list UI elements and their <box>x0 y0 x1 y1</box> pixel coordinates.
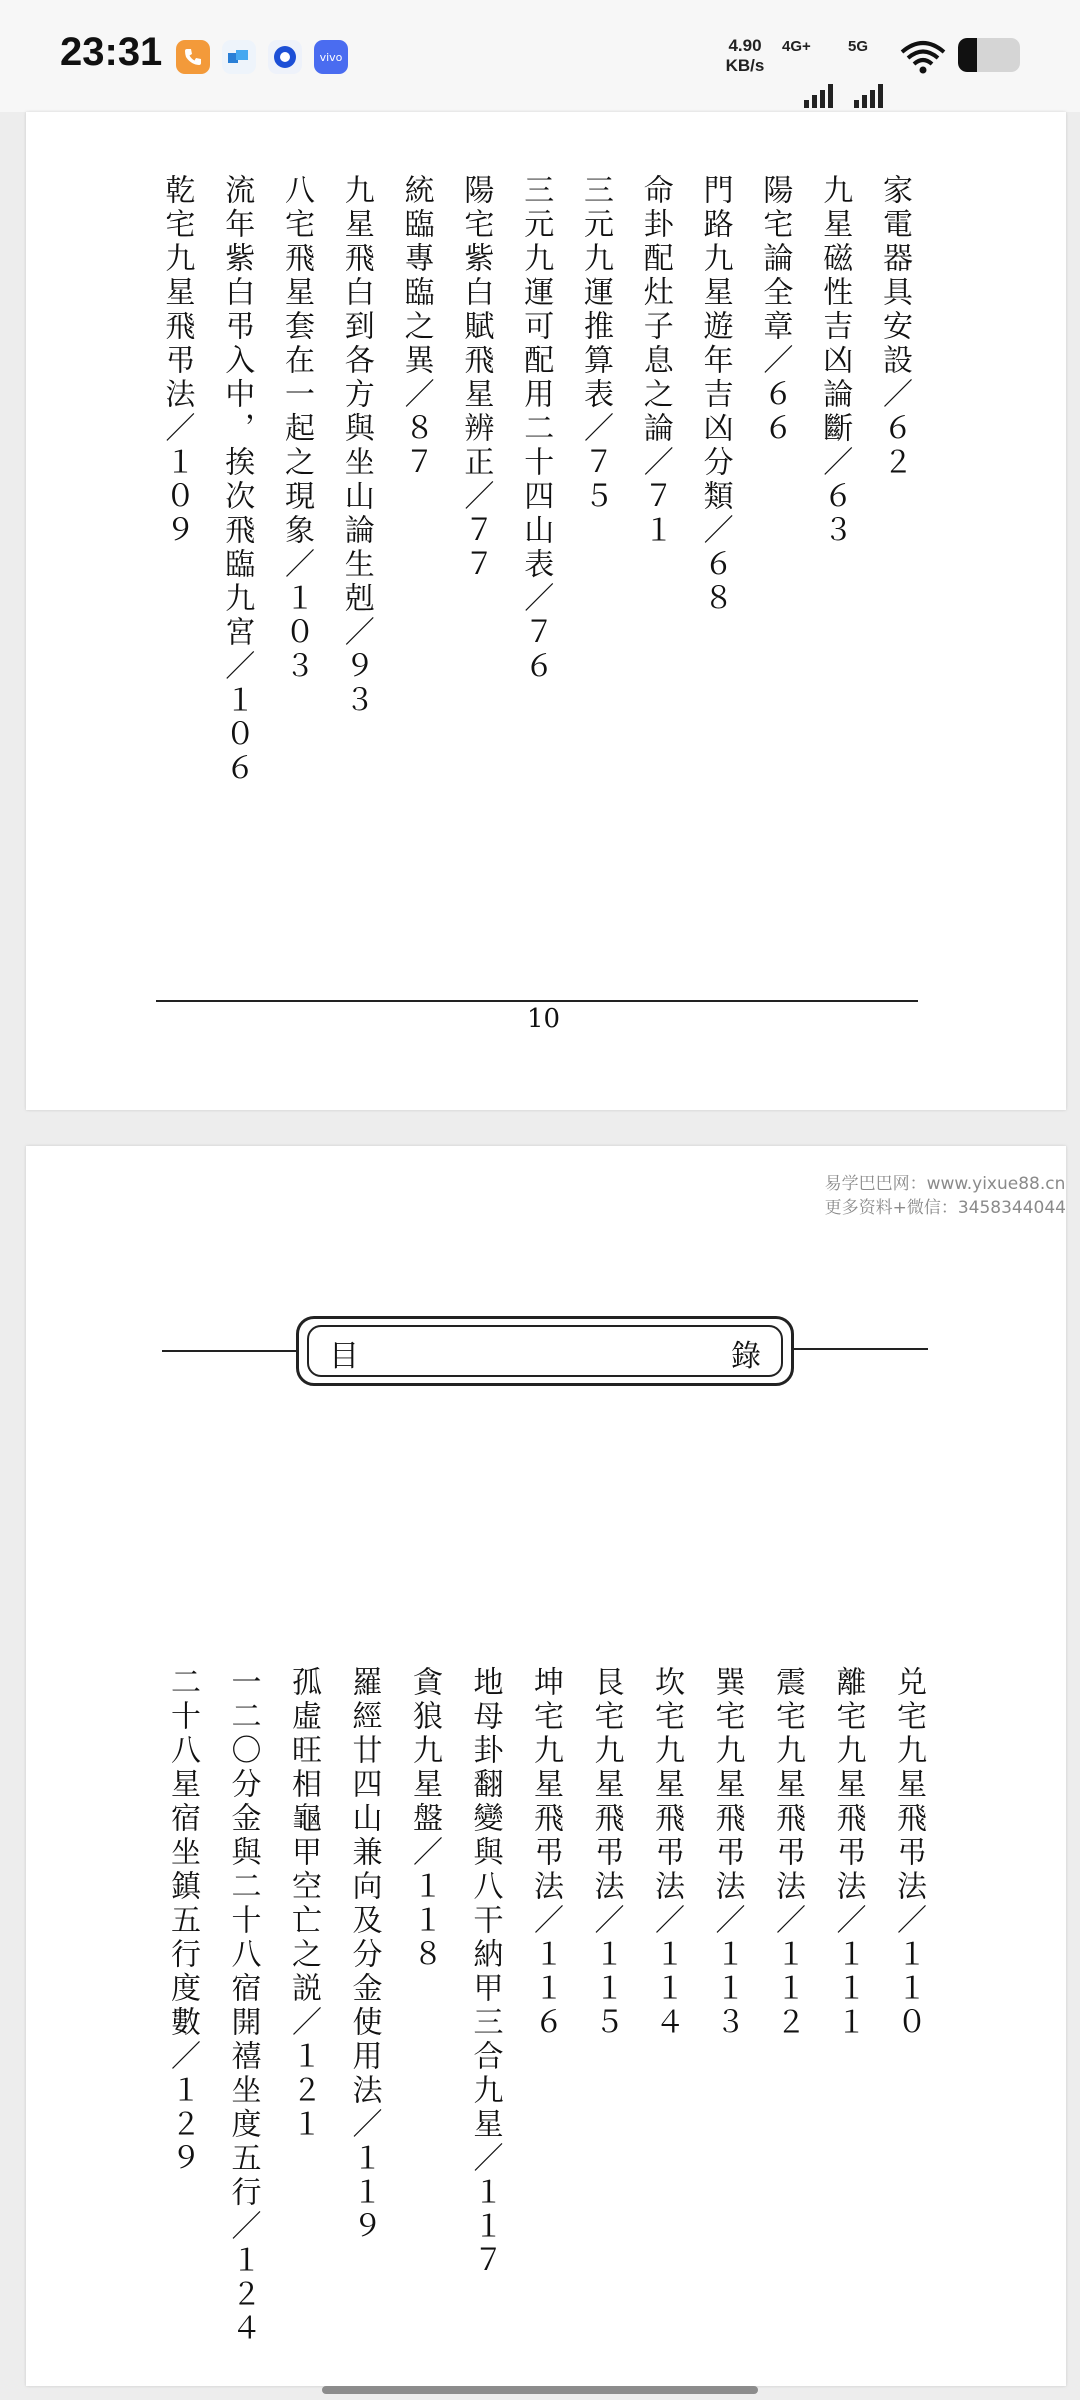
toc-entry: 統臨專臨之異／８７ <box>398 174 434 480</box>
title-rule-right <box>784 1348 928 1350</box>
watermark-line-1: 易学巴巴网：www.yixue88.cn <box>824 1174 1066 1194</box>
toc-entry: 兑宅九星飛弔法／１１０ <box>891 1666 926 2040</box>
toc-entry: 地母卦翻變與八干納甲三合九星／１１７ <box>467 1666 503 2278</box>
toc-entry: 羅經廿四山兼向及分金使用法／１１９ <box>346 1666 382 2244</box>
watermark <box>825 1172 1066 1220</box>
toc-entry: 離宅九星飛弔法／１１１ <box>830 1666 866 2040</box>
signal-1-label: 4G+ <box>782 38 811 55</box>
status-bar <box>0 0 1080 112</box>
signal-2-label: 5G <box>848 38 869 55</box>
toc-title-banner <box>296 1316 794 1386</box>
toc-entry: 二十八星宿坐鎮五行度數／１２９ <box>165 1666 200 2176</box>
toc-entry: 陽宅紫白賦飛星辨正／７７ <box>458 174 494 582</box>
toc-title-left: 目 <box>329 1339 359 1374</box>
toc-entry: 艮宅九星飛弔法／１１５ <box>588 1666 624 2040</box>
toc-entry: 坤宅九星飛弔法／１１６ <box>528 1666 563 2040</box>
toc-entry: 三元九運推算表／７５ <box>578 174 613 514</box>
vivo-app-icon <box>314 40 348 74</box>
toc-entry: 九星磁性吉凶論斷／６３ <box>817 174 853 548</box>
wifi-icon <box>900 40 946 74</box>
toc-entry: 巽宅九星飛弔法／１１３ <box>709 1666 745 2040</box>
battery-icon <box>958 38 1020 72</box>
toc-entry: 流年紫白弔入中，挨次飛臨九宮／１０６ <box>219 174 255 786</box>
toc-entry: 貪狼九星盤／１１８ <box>407 1666 442 1972</box>
toc-entry: 一二〇分金與二十八宿開禧坐度五行／１２４ <box>225 1666 261 2346</box>
toc-entry: 乾宅九星飛弔法／１０９ <box>159 174 195 548</box>
toc-entry: 九星飛白到各方與坐山論生剋／９３ <box>338 174 374 718</box>
signal-1-icon <box>782 38 838 74</box>
toc-entry: 三元九運可配用二十四山表／７６ <box>518 174 554 684</box>
page-footer-rule <box>156 1000 918 1002</box>
toc-entry: 命卦配灶子息之論／７１ <box>637 174 673 548</box>
browser-app-icon <box>268 40 302 74</box>
toc-entry: 門路九星遊年吉凶分類／６８ <box>697 174 733 616</box>
vivo-label: vivo <box>319 50 343 64</box>
toc-title-right: 錄 <box>731 1339 761 1374</box>
toc-entry: 陽宅論全章／６６ <box>757 174 793 446</box>
toc-entry: 家電器具安設／６２ <box>877 174 912 480</box>
toc-entry: 震宅九星飛弔法／１１２ <box>770 1666 805 2040</box>
home-indicator[interactable] <box>322 2386 758 2394</box>
title-rule-left <box>162 1350 300 1352</box>
toc-entry: 坎宅九星飛弔法／１１４ <box>649 1666 684 2040</box>
battery-level <box>958 38 977 72</box>
phone-app-icon <box>176 40 210 74</box>
network-speed <box>718 36 772 76</box>
status-time: 23:31 <box>60 30 163 74</box>
network-speed-value: 4.90 <box>728 36 762 55</box>
cloud-app-icon <box>222 40 256 74</box>
toc-entry: 八宅飛星套在一起之現象／１０３ <box>279 174 314 684</box>
signal-2-icon <box>848 38 888 74</box>
watermark-line-2: 更多资料+微信：3458344044 <box>824 1198 1066 1218</box>
page-number: 10 <box>527 1004 561 1034</box>
network-speed-unit: KB/s <box>725 56 765 75</box>
toc-entry: 孤虛旺相龜甲空亡之説／１２１ <box>286 1666 321 2142</box>
